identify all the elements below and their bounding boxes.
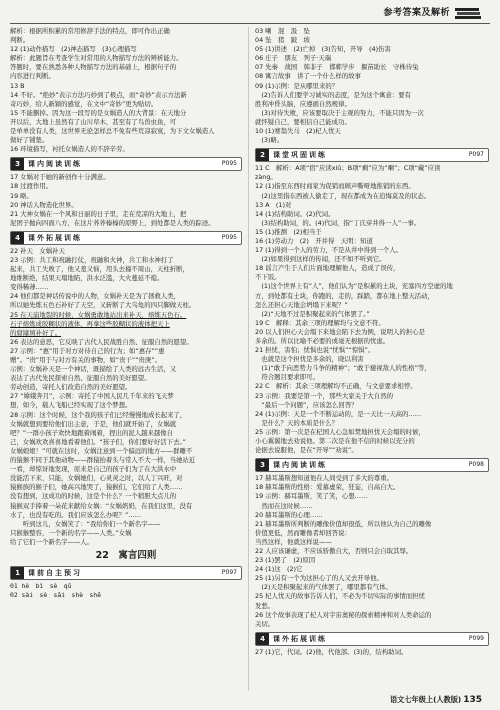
answer-line: 然而在这时候……: [255, 501, 313, 510]
answer-line: 16 (1)劳动力 (2) 开井得 天明：知道: [255, 236, 373, 245]
answer-line: 17 女娲对于她的新创作十分满意。: [10, 173, 110, 182]
page-footer: [390, 695, 482, 705]
answer-line: (3)略。: [255, 136, 284, 145]
answer-line: 11 C 解析：A项“宿”应读xiǔ；B项“剩”应为“喇”；C项“藏”应读: [255, 164, 441, 173]
footer-book-title: 语文七年级上(人教版): [389, 695, 462, 704]
answer-line: (2)天是积聚起来的气体罢了，哪里都有气体。: [255, 583, 392, 592]
answer-line: 24 他们都是神话传说中的人物，女娲补天是为了拯救人类，: [10, 292, 180, 301]
answer-line: 04 坠 猪 跛 坡: [255, 36, 310, 45]
answer-line: 答题时，要在熟悉各种人物描写方法的基础上，根据句子的: [10, 63, 177, 72]
answer-line: 表达了古代先民探索自然、征服自然的美好愿望。: [10, 374, 151, 383]
answer-line: 27 “嫦娥奔月”，示例：寄托了中国人民几千年来的飞天梦: [10, 392, 174, 401]
section-label: 课内阅读训练: [28, 160, 82, 169]
answer-line: 判断。: [10, 36, 30, 45]
answer-line: 就怀疑自己，要相信自己能成功。: [255, 117, 351, 126]
answer-line: 18 过渡作用。: [10, 182, 53, 191]
answer-line: 20 赫耳墨斯的心理……: [255, 510, 323, 519]
section-page-ref: P097: [468, 151, 484, 159]
header-rule: [10, 23, 490, 24]
answer-line: 24 (1)这 (2)它: [255, 565, 303, 574]
answer-line: 论据去说服他，是在“开导”“劝说”。: [255, 446, 358, 455]
answer-line: 23 示例：我要是第一个，那些大家关于大自然的: [255, 391, 393, 400]
answer-line: 发愁。: [255, 601, 275, 610]
section-header: [255, 632, 489, 646]
lesson-title: 22 寓言四则: [95, 549, 157, 561]
answer-line: 08 寓言故事 讲了一个什么样的故事: [255, 72, 362, 81]
answer-line: 12 (1)动作描写 (2)神态描写 (3)心理描写: [10, 45, 137, 54]
answer-line: 26 表达的意思，它反映了古代人民战胜自然、征服自然的愿望。: [10, 337, 193, 346]
answer-line: 听到这儿，女娲笑了：“我给你们一个新名字——: [10, 519, 161, 528]
answer-line: 25 在天崩地裂的时候，女娲勇敢地站出来补天，熔炼五色石。: [10, 310, 187, 319]
answer-line: 的窟窿填补好了。: [10, 328, 62, 337]
answer-line: (2)如果得到这样的传闻，还不如不听到它。: [255, 255, 386, 264]
column-divider: [248, 27, 249, 691]
section-number: 3: [256, 459, 269, 471]
answer-line: 女娲娘娘！”可就在这时，女娲注意到一个偏远的地方——群雕不: [10, 446, 193, 455]
answer-line: 多余的。所以比喻不必要的或毫无根据的忧虑。: [255, 337, 390, 345]
answer-line: 21 担忧，害怕；忧惧也说“忧惧”“惊惧”。: [255, 346, 375, 355]
answer-line: 14 不好。“绝妙”表示方法巧妙到了极点，而“奇妙”表示方法新: [10, 90, 187, 99]
answer-line: 是什么？天的本质是什么？: [255, 418, 339, 427]
section-page-ref: P098: [468, 461, 484, 469]
answer-line: 内容进行判断。: [10, 72, 55, 81]
answer-line: 想，如今，载人飞船已经实现了这个梦想。: [10, 401, 132, 410]
answer-line: 地维断绝，结果天塌地陷，洪水泛滥，大火蔓延不熄。: [10, 274, 164, 283]
answer-line: 己，女娲欢欢喜喜地看着他们。“孩子们，你们要好好活下去。”: [10, 437, 186, 446]
answer-line: (2)“天地不过是积聚起来的气体罢了。”: [255, 309, 370, 318]
header-title: 参考答案及解析: [383, 8, 450, 18]
section-number: 1: [11, 567, 24, 579]
section-page-ref: P097: [221, 568, 237, 576]
page-number: 135: [463, 695, 482, 705]
answer-line: 是单单没有人类，这世界无论怎样总不免有些荒凉寂寞，为下文女娲造人: [10, 127, 215, 136]
answer-line: 的猿猴不同于其他动物——群猿抬着头与常人不大一样，当她站近: [10, 456, 196, 465]
answer-line: 只猴猴整容，一个新的名字——人类。”女娲: [10, 528, 132, 537]
answer-line: 奇巧妙，给人新颖的感觉，在文中“奇妙”更为贴切。: [10, 99, 158, 108]
answer-line: 19 示例：赫耳墨斯，笑了笑，心想……: [255, 492, 368, 501]
answer-line: 16 环境描写，衬托女娲造人的不辞辛劳。: [10, 145, 129, 154]
answer-line: 变得稀薄……: [10, 283, 49, 292]
answer-line: 水了，也没有吃的。我们应该怎么办呢？”……: [10, 510, 142, 519]
answer-line: 17 赫耳墨斯想知道他在人间受到了多大的尊重。: [255, 474, 393, 483]
answer-line: 价值更低，然而雕像者却回答说：: [255, 528, 351, 537]
books-logo-icon: [454, 6, 482, 20]
answer-line: 18 谣言产生于人们片面地理解他人，造成了误传，: [255, 264, 400, 273]
answer-line: 21 赫耳墨斯所判断的雕像价值却很低，所以他认为自己的雕像: [255, 519, 432, 528]
answer-line: 示例：女娲补天是一个神话，既描绘了人类的远古生活，又: [10, 365, 177, 374]
answer-line: 没有想到，这成功的时候，这是个什么？一个稍胆大点儿的: [10, 492, 177, 501]
answer-line: 15 (1)推测 (2)相当于: [255, 227, 322, 236]
answer-line: 20 神话人物造化世界。: [10, 200, 78, 209]
answer-line: 不下饭。: [255, 273, 281, 282]
answer-line: 13 B: [10, 81, 25, 90]
answer-line: 给了它们一个新名字——人。: [10, 537, 94, 546]
section-label: 课堂巩固训练: [273, 151, 327, 160]
section-label: 课内阅读训练: [273, 461, 327, 470]
section-number: 3: [11, 158, 24, 170]
answer-line: 关切。: [255, 619, 275, 628]
answer-line: 25 示例：第一次是在杞国人心急如焚地担忧天会塌的时候，: [255, 427, 425, 436]
section-header: [255, 458, 489, 472]
answer-line: 13 A (1)对: [255, 200, 292, 209]
answer-line: 泥团子抛向四面八方，在这片荞荞榛榛的原野上，到处都是人类的踪迹。: [10, 218, 215, 227]
section-number: 2: [256, 149, 269, 161]
answer-line: (2)这里指东西被人偷走了，现在都成为在追悔莫及的状态。: [255, 191, 431, 200]
answer-line: (3)对待失败，应该要取决于主观的努力，不能只因为一次: [255, 108, 424, 117]
answer-line: 一看，却惊讶地发现，原来是自己的孩子们为了在大洪水中: [10, 465, 177, 474]
answer-line: 女娲就想到要给他们出主意，于是，他们就开始了，女娲就: [10, 419, 177, 428]
answer-line: 27 示例：“惠”用于对方对待自己的行为；如“惠存”“惠: [10, 346, 165, 355]
answer-line: 26 这个故事表现了杞人对宇宙奥秘的探索精神和对人类命运的: [255, 610, 432, 619]
section-header: [10, 231, 242, 245]
answer-line: 25 杞人忧天的故事告诉人们，不必为不切实际的事情而担忧: [255, 592, 425, 601]
section-label: 课外拓展训练: [273, 634, 327, 643]
answer-line: 09 (1)示例：是从哪里来的？: [255, 81, 339, 90]
answer-line: 赠”。“贵”用于与对方有关的事物，如“贵干”“贵庚”。: [10, 356, 161, 364]
answer-line: 劳动创造，寄托人们改造自然的美好愿望。: [10, 383, 132, 392]
answer-line: 猿猴族的猴子们，她高兴地哭了，猿猴们，它们给了人类……: [10, 483, 183, 492]
answer-line: 25 (1)另有一个为这担心了的人又去开导他。: [255, 574, 383, 583]
pinyin-line: 02 sài sè sāi shè shē: [10, 591, 101, 600]
answer-line: 20 以人们担心天会塌下来地会陷下去为例，说明人的担心是: [255, 327, 425, 336]
answer-line: 做好了铺垫。: [10, 136, 49, 145]
section-page-ref: P095: [221, 233, 237, 241]
answer-line: 石子熔炼成胶糊状的液体，再拿这些胶糊状的液体把天上: [10, 319, 170, 328]
answer-line: 27 (1)它，代词。(2)他，代他部。(3)的，结构助词。: [255, 647, 408, 656]
answer-line: 怎么还担心天地会坍塌下来呢？”: [255, 300, 348, 309]
answer-line: “最后一个问题”，应该怎么回答？: [255, 400, 358, 409]
right-column: [255, 27, 489, 691]
section-number: 4: [11, 232, 24, 244]
section-number: 4: [256, 633, 269, 645]
answer-line: 17 (1)得到一个人的劳力，不是从井中得到一个人。: [255, 246, 403, 255]
answer-line: 05 (1)讲述 (2)亡掉 (3)告知，开导 (4)伤害: [255, 45, 391, 54]
answer-line: 胜利冲昏头脑，应遵循自然规律。: [255, 99, 351, 108]
answer-line: 没能活下来，只能，女娲她们，心灵灵之时，以人丁兴旺，对: [10, 474, 183, 483]
answer-line: 24 (1)示例：天是一个不断运动的，是一天比一天高的……: [255, 409, 422, 418]
section-header: [10, 566, 242, 580]
answer-line: 也就是这个担忧是多余的，晓以利害: [255, 355, 364, 364]
answer-line: zàng。: [255, 173, 277, 182]
answer-line: 开以后，大地上虽然有了山川草木，甚至有了鸟兽虫鱼，可: [10, 117, 177, 126]
section-header: [10, 157, 242, 171]
answer-line: 23 (1)罢了 (2)原因: [255, 556, 316, 565]
answer-line: 解析：此题旨在考查学生对常用的人物描写方法的辨析能力。: [10, 54, 183, 63]
answer-line: 19 C 解释：其余三项的理解均与文意不符。: [255, 318, 385, 327]
answer-line: 06 庄子 朋友 列子·天瑞: [255, 54, 332, 63]
answer-line: 22 C 解析：其余三项理解均不正确，与文意要求相悖。: [255, 382, 417, 391]
answer-line: 当然这样，他就这样说——: [255, 537, 332, 546]
section-label: 课外拓展训练: [28, 233, 82, 242]
answer-line: 28 示例：这个时候，这个我的孩子们已经慢慢地成长起来了，: [10, 410, 187, 419]
answer-line: (2)告诉人们要学习诚实的态度，是为这个寓意：要有: [255, 90, 412, 99]
pinyin-line: 01 hè bì sè qǔ: [10, 581, 72, 590]
answer-line: 小心翼翼地去劝说他。第二次是在他不信的时候以充分的: [255, 437, 415, 446]
answer-line: 03 喇 混 汲 坠: [255, 27, 310, 35]
answer-line: 吧？”一群小孩子欢快地跑着闹着，捏出的泥人越来越像自: [10, 428, 174, 437]
left-column: [10, 27, 242, 691]
answer-line: 解析：根据所积累的常用修辞手法的特点，即可作出正确: [10, 27, 170, 35]
answer-line: 所以她先炼五色石补好了天空，又斩断了大乌龟的四只脚做天柱。: [10, 301, 196, 310]
answer-line: 07 先秦 战国 韩非子 邯郸学步 揠苗助长 守株待兔: [255, 63, 419, 72]
answer-line: 方，到处都有土块，你跑的，走的，踩踏，都在地上整天活动，: [255, 291, 434, 300]
section-page-ref: P095: [221, 160, 237, 168]
answer-line: 21 大神女娲在一个风和日丽的日子里，走在荒凉的大地上，把: [10, 209, 187, 218]
answer-line: (1)“敢于向恶势力斗争的精神”；“敢于藐视敌人的性格”等，: [255, 364, 431, 373]
answer-line: 15 不能删掉。因为这一段写的是女娲造人的大背景：在天地分: [10, 108, 187, 117]
answer-line: (1)这个世界上有“人”，他们认为“是积累的土块，充塞四方空虚的地: [255, 282, 453, 291]
answer-line: 14 (1)结构助词。(2)代词。: [255, 209, 335, 218]
answer-line: 猿猴双手捧着一朵花来献给女娲：“女娲奶奶，在我们这里，没有: [10, 501, 193, 510]
answer-line: 18 赫耳墨斯的性格：爱慕虚荣，狂妄，自高自大。: [255, 483, 400, 492]
answer-line: 12 (1)指至东西时商家为促销而顾声嘶哑地推销的东西。: [255, 182, 415, 191]
answer-line: 起来，共工失败了，他又羞又恼，用头去撞不周山，天柱折断，: [10, 265, 189, 274]
answer-line: 23 示例：共工和祝融打仗，祝融和火神，共工和水神打了: [10, 255, 174, 264]
answer-line: 符合题目要求即可。: [255, 373, 319, 382]
section-label: 课前自主预习: [28, 568, 82, 577]
answer-line: 10 (1)赛翁失马 (2)杞人忧天: [255, 127, 341, 136]
answer-line: 19 略。: [10, 191, 33, 200]
page-header: [0, 3, 500, 27]
answer-line: 22 人应该谦虚，不应该骄傲自大，否则只会自取其辱。: [255, 546, 413, 555]
section-page-ref: P099: [468, 634, 484, 642]
section-header: [255, 148, 489, 162]
answer-line: 22 补天 女娲补天: [10, 246, 65, 255]
answer-line: (3)结构助词，的。(4)代词，指“丁氏穿井得一人”一事。: [255, 218, 421, 227]
